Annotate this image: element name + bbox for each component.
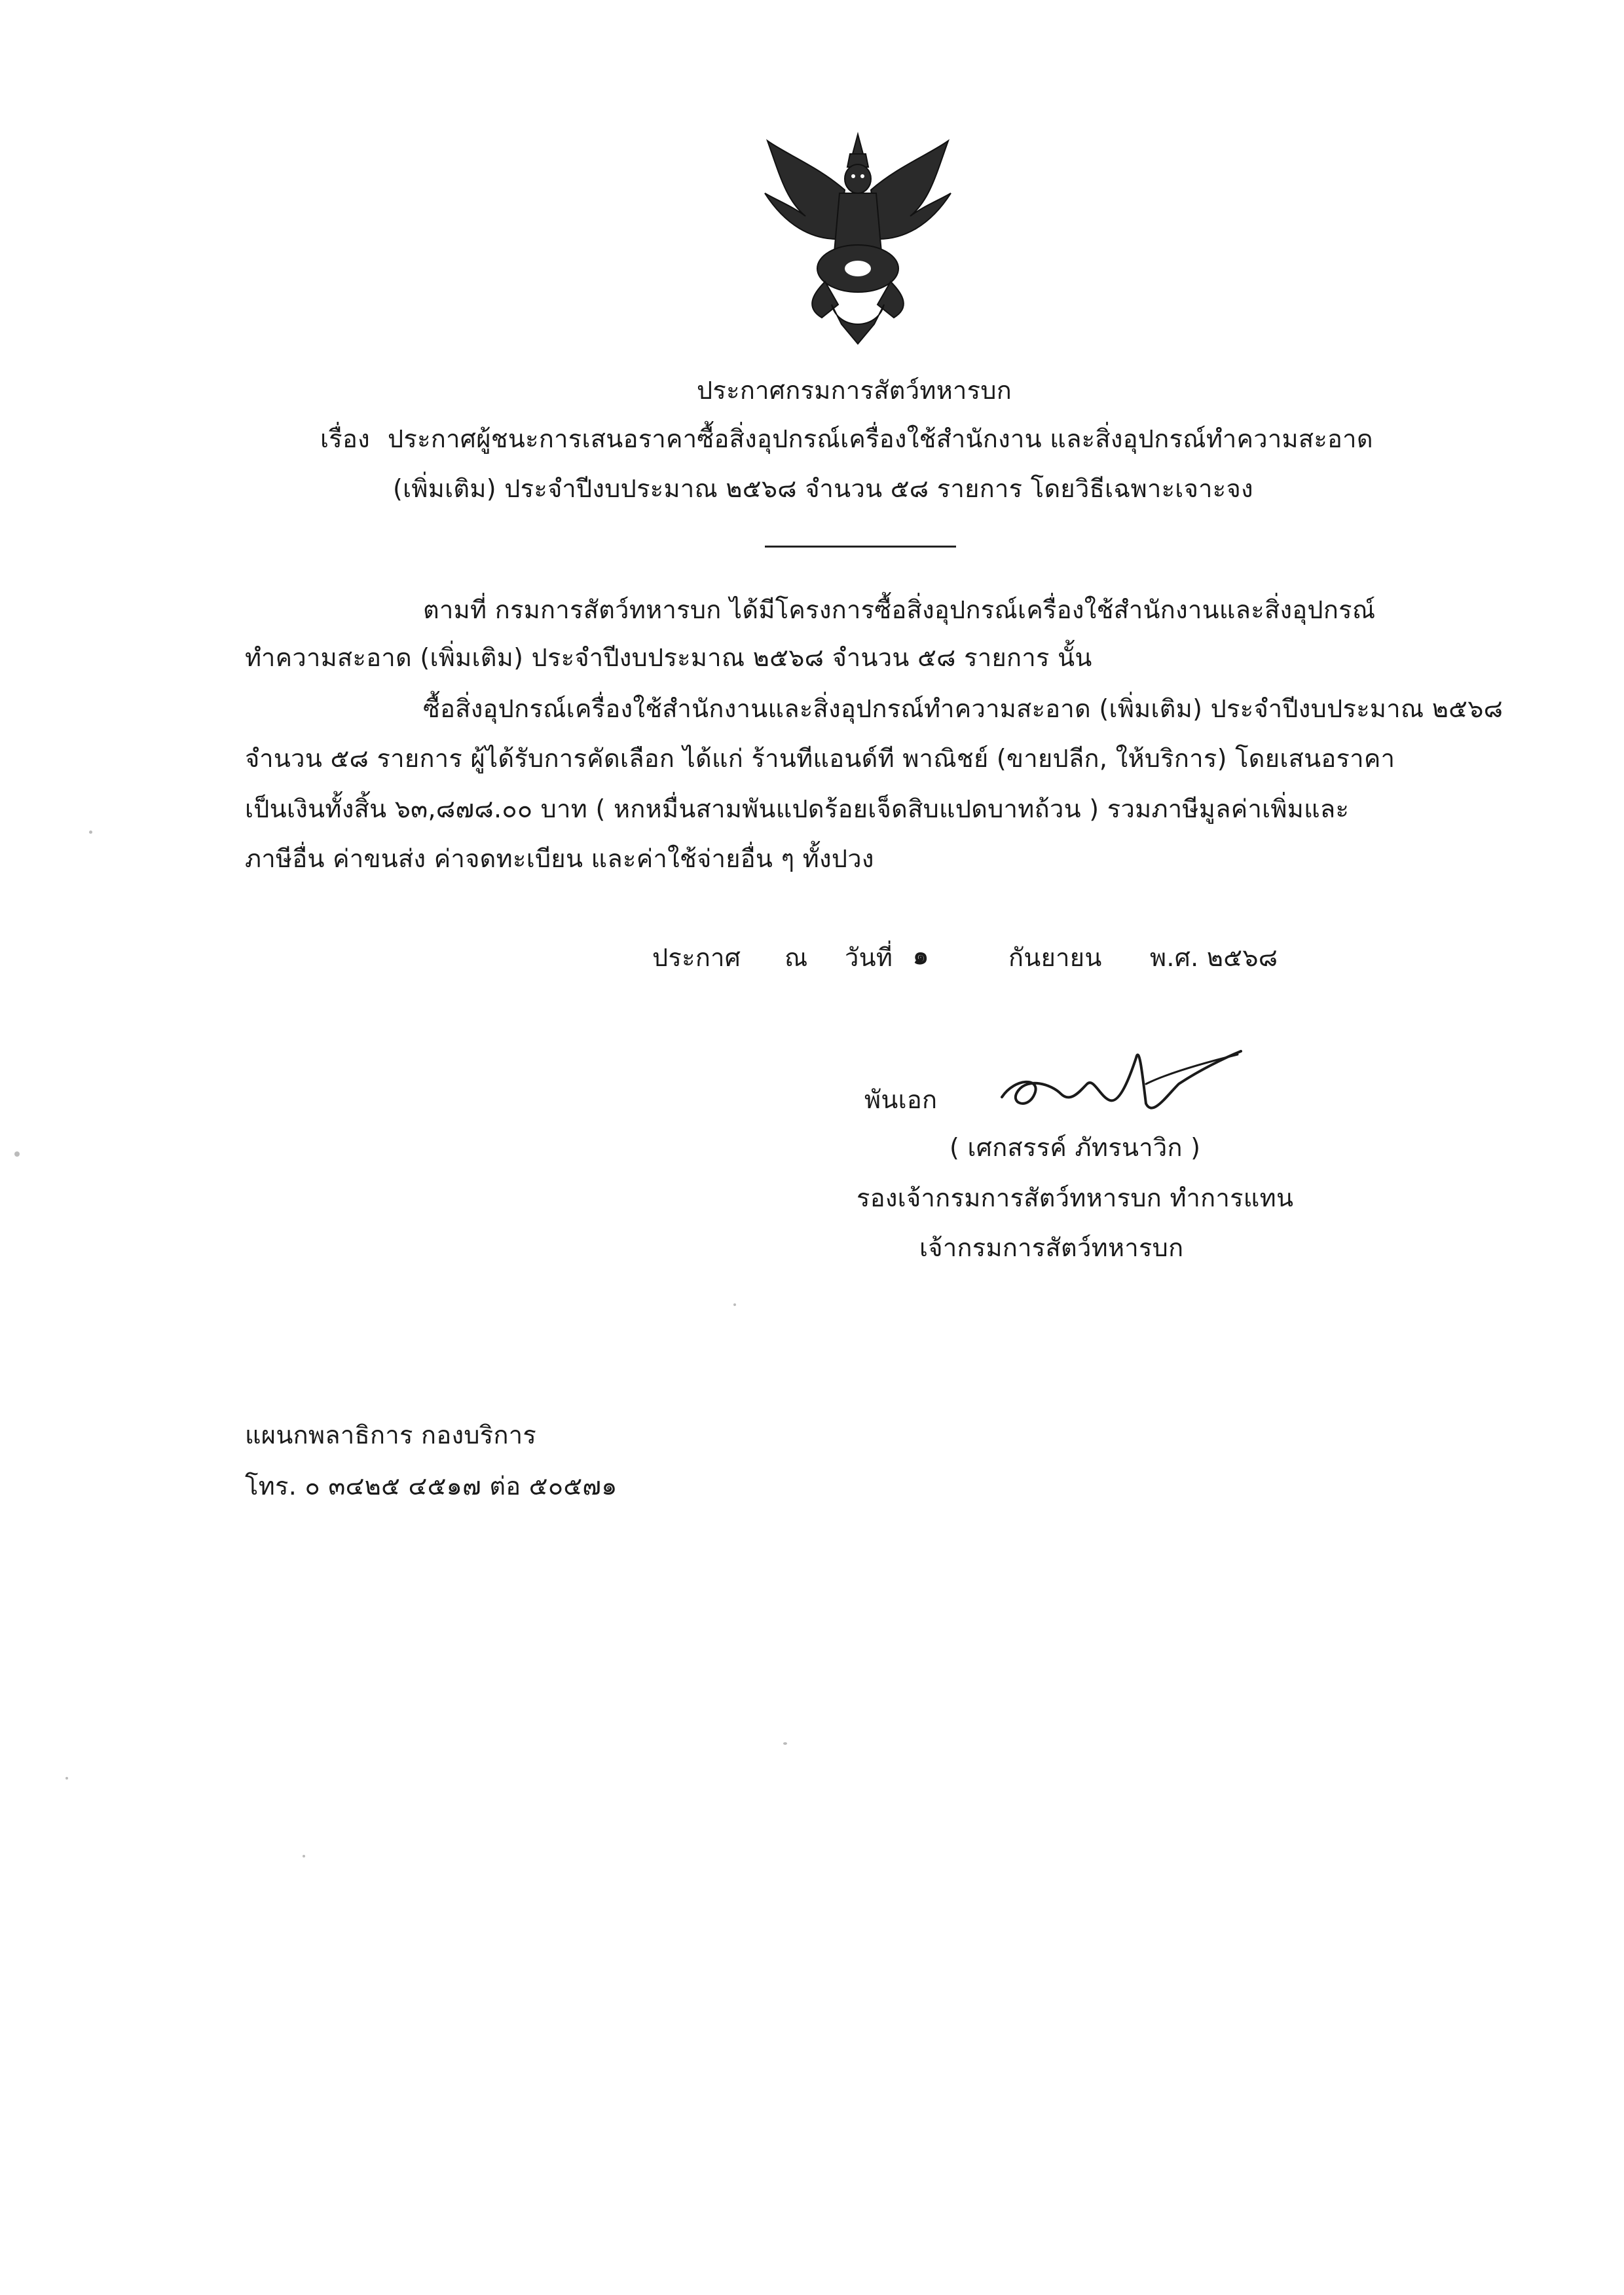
scan-speck: [733, 1303, 736, 1306]
paragraph-2-line-2: จำนวน ๕๘ รายการ ผู้ได้รับการคัดเลือก ได้แก่ ร้านทีแอนด์ที พาณิชย์ (ขายปลีก, ให้บริการ) โดยเสนอราคา: [245, 744, 1395, 773]
date-announce-label: ประกาศ: [652, 943, 741, 972]
date-day: ๑: [913, 941, 929, 970]
subject-line-1: ประกาศผู้ชนะการเสนอราคาซื้อสิ่งอุปกรณ์เครื่องใช้สำนักงาน และสิ่งอุปกรณ์ทำความสะอาด: [388, 424, 1373, 453]
signatory-name: ( เศกสรรค์ ภัทรนาวิก ): [950, 1133, 1201, 1162]
scan-speck: [303, 1855, 305, 1857]
subject-label: เรื่อง: [320, 424, 370, 453]
scan-speck: [89, 830, 92, 834]
title-divider: [765, 546, 956, 548]
date-year: พ.ศ. ๒๕๖๘: [1150, 943, 1278, 972]
scan-speck: [783, 1742, 787, 1745]
paragraph-1-line-2: ทำความสะอาด (เพิ่มเติม) ประจำปีงบประมาณ ๒๕๖๘ จำนวน ๕๘ รายการ นั้น: [245, 643, 1092, 672]
date-day-label: วันที่: [845, 943, 893, 972]
signatory-position-1: รองเจ้ากรมการสัตว์ทหารบก ทำการแทน: [857, 1184, 1294, 1212]
scan-speck: [14, 1151, 20, 1157]
signatory-rank: พันเอก: [864, 1085, 938, 1114]
handwritten-signature: [989, 1038, 1244, 1123]
footer-department: แผนกพลาธิการ กองบริการ: [245, 1421, 537, 1449]
document-title: ประกาศกรมการสัตว์ทหารบก: [697, 376, 1012, 405]
garuda-emblem-icon: [760, 128, 956, 350]
date-month: กันยายน: [1008, 943, 1102, 972]
paragraph-2-line-1: ซื้อสิ่งอุปกรณ์เครื่องใช้สำนักงานและสิ่งอุปกรณ์ทำความสะอาด (เพิ่มเติม) ประจำปีงบประมาณ ๒๕๖๘: [423, 694, 1504, 723]
footer-phone: โทร. ๐ ๓๔๒๕ ๔๕๑๗ ต่อ ๕๐๕๗๑: [245, 1472, 618, 1501]
signatory-position-2: เจ้ากรมการสัตว์ทหารบก: [919, 1233, 1184, 1262]
subject-line-2: (เพิ่มเติม) ประจำปีงบประมาณ ๒๕๖๘ จำนวน ๕๘ รายการ โดยวิธีเฉพาะเจาะจง: [393, 474, 1253, 503]
paragraph-2-line-4: ภาษีอื่น ค่าขนส่ง ค่าจดทะเบียน และค่าใช้จ่ายอื่น ๆ ทั้งปวง: [245, 844, 874, 873]
scan-speck: [65, 1777, 68, 1780]
paragraph-1-line-1: ตามที่ กรมการสัตว์ทหารบก ได้มีโครงการซื้อสิ่งอุปกรณ์เครื่องใช้สำนักงานและสิ่งอุปกรณ์: [423, 595, 1376, 624]
date-at-label: ณ: [784, 943, 808, 972]
paragraph-2-line-3: เป็นเงินทั้งสิ้น ๖๓,๘๗๘.๐๐ บาท ( หกหมื่นสามพันแปดร้อยเจ็ดสิบแปดบาทถ้วน ) รวมภาษีมูลค่าเพิ่มและ: [245, 794, 1350, 823]
